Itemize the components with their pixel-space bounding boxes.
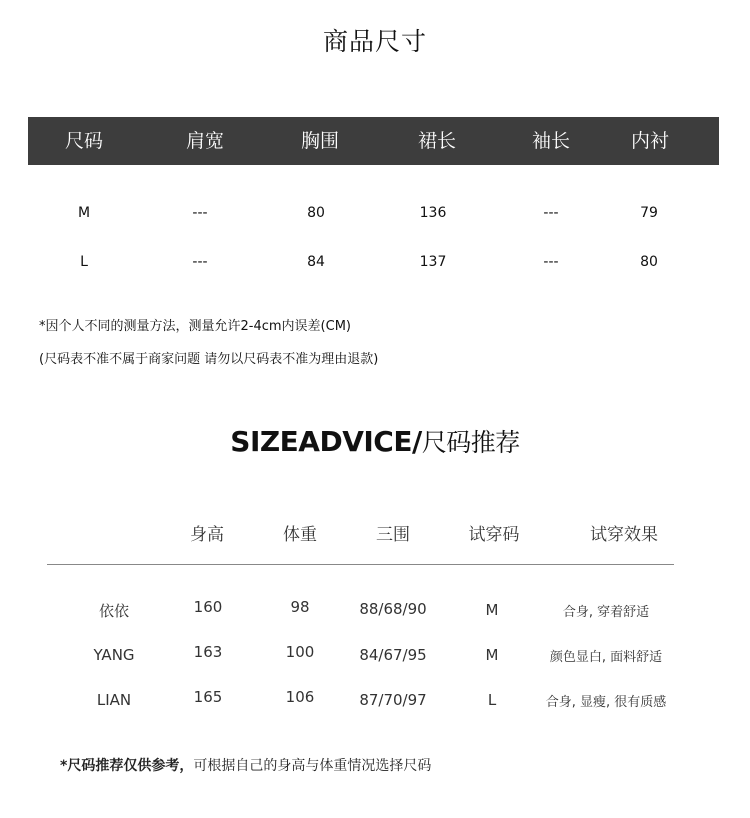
size-chart-title: 商品尺寸: [322, 27, 427, 56]
cell-size: L: [80, 254, 88, 270]
header-weight: 体重: [283, 525, 317, 545]
model-trial-size: L: [487, 691, 497, 709]
model-trial-effect: 合身, 穿着舒适: [562, 605, 650, 620]
refund-disclaimer: (尺码表不准不属于商家问题 请勿以尺码表不准为理由退款): [39, 352, 379, 367]
model-height: 163: [193, 643, 223, 661]
model-weight: 98: [290, 598, 310, 616]
size-advice-title-cn: 尺码推荐: [421, 428, 520, 457]
cell-lining: 79: [640, 205, 658, 221]
size-advice-title-en: SIZEADVICE/: [230, 425, 422, 458]
advice-footnote: [60, 755, 431, 775]
model-trial-effect: 合身, 显瘦, 很有质感: [545, 695, 667, 710]
advice-footnote-text: 可根据自己的身高与体重情况选择尺码: [193, 758, 432, 774]
header-lining: 内衬: [630, 130, 669, 152]
cell-length: 136: [419, 205, 447, 221]
cell-shoulder: ---: [192, 254, 208, 270]
measurement-note: *因个人不同的测量方法，测量允许2-4cm内误差(CM): [39, 319, 351, 334]
model-name: 依依: [98, 602, 129, 620]
header-trial-effect: 试穿效果: [590, 525, 658, 545]
model-measurements: 84/67/95: [359, 646, 427, 664]
cell-lining: 80: [640, 254, 658, 270]
model-weight: 100: [285, 643, 315, 661]
advice-footnote-bold: *尺码推荐仅供参考，: [60, 758, 194, 774]
model-trial-size: M: [485, 601, 499, 619]
advice-divider: [47, 564, 674, 565]
model-weight: 106: [285, 688, 315, 706]
cell-bust: 84: [307, 254, 325, 270]
model-height: 165: [193, 688, 223, 706]
cell-sleeve: ---: [543, 254, 559, 270]
cell-sleeve: ---: [543, 205, 559, 221]
header-bust: 胸围: [300, 130, 339, 152]
cell-size: M: [77, 205, 91, 221]
header-shoulder: 肩宽: [185, 130, 224, 152]
header-length: 裙长: [417, 130, 456, 152]
header-measurements: 三围: [376, 525, 410, 545]
cell-shoulder: ---: [192, 205, 208, 221]
model-trial-size: M: [485, 646, 499, 664]
model-name: YANG: [93, 646, 135, 664]
model-trial-effect: 颜色显白, 面料舒适: [549, 650, 663, 665]
header-height: 身高: [190, 525, 224, 545]
header-trial-size: 试穿码: [468, 525, 520, 545]
model-measurements: 88/68/90: [359, 600, 427, 618]
model-name: LIAN: [96, 691, 132, 709]
model-measurements: 87/70/97: [359, 691, 427, 709]
model-height: 160: [193, 598, 223, 616]
header-size: 尺码: [64, 130, 103, 152]
header-sleeve: 袖长: [531, 130, 570, 152]
cell-bust: 80: [307, 205, 325, 221]
size-table-header: [28, 117, 719, 165]
size-advice-title: [0, 423, 750, 459]
cell-length: 137: [419, 254, 447, 270]
